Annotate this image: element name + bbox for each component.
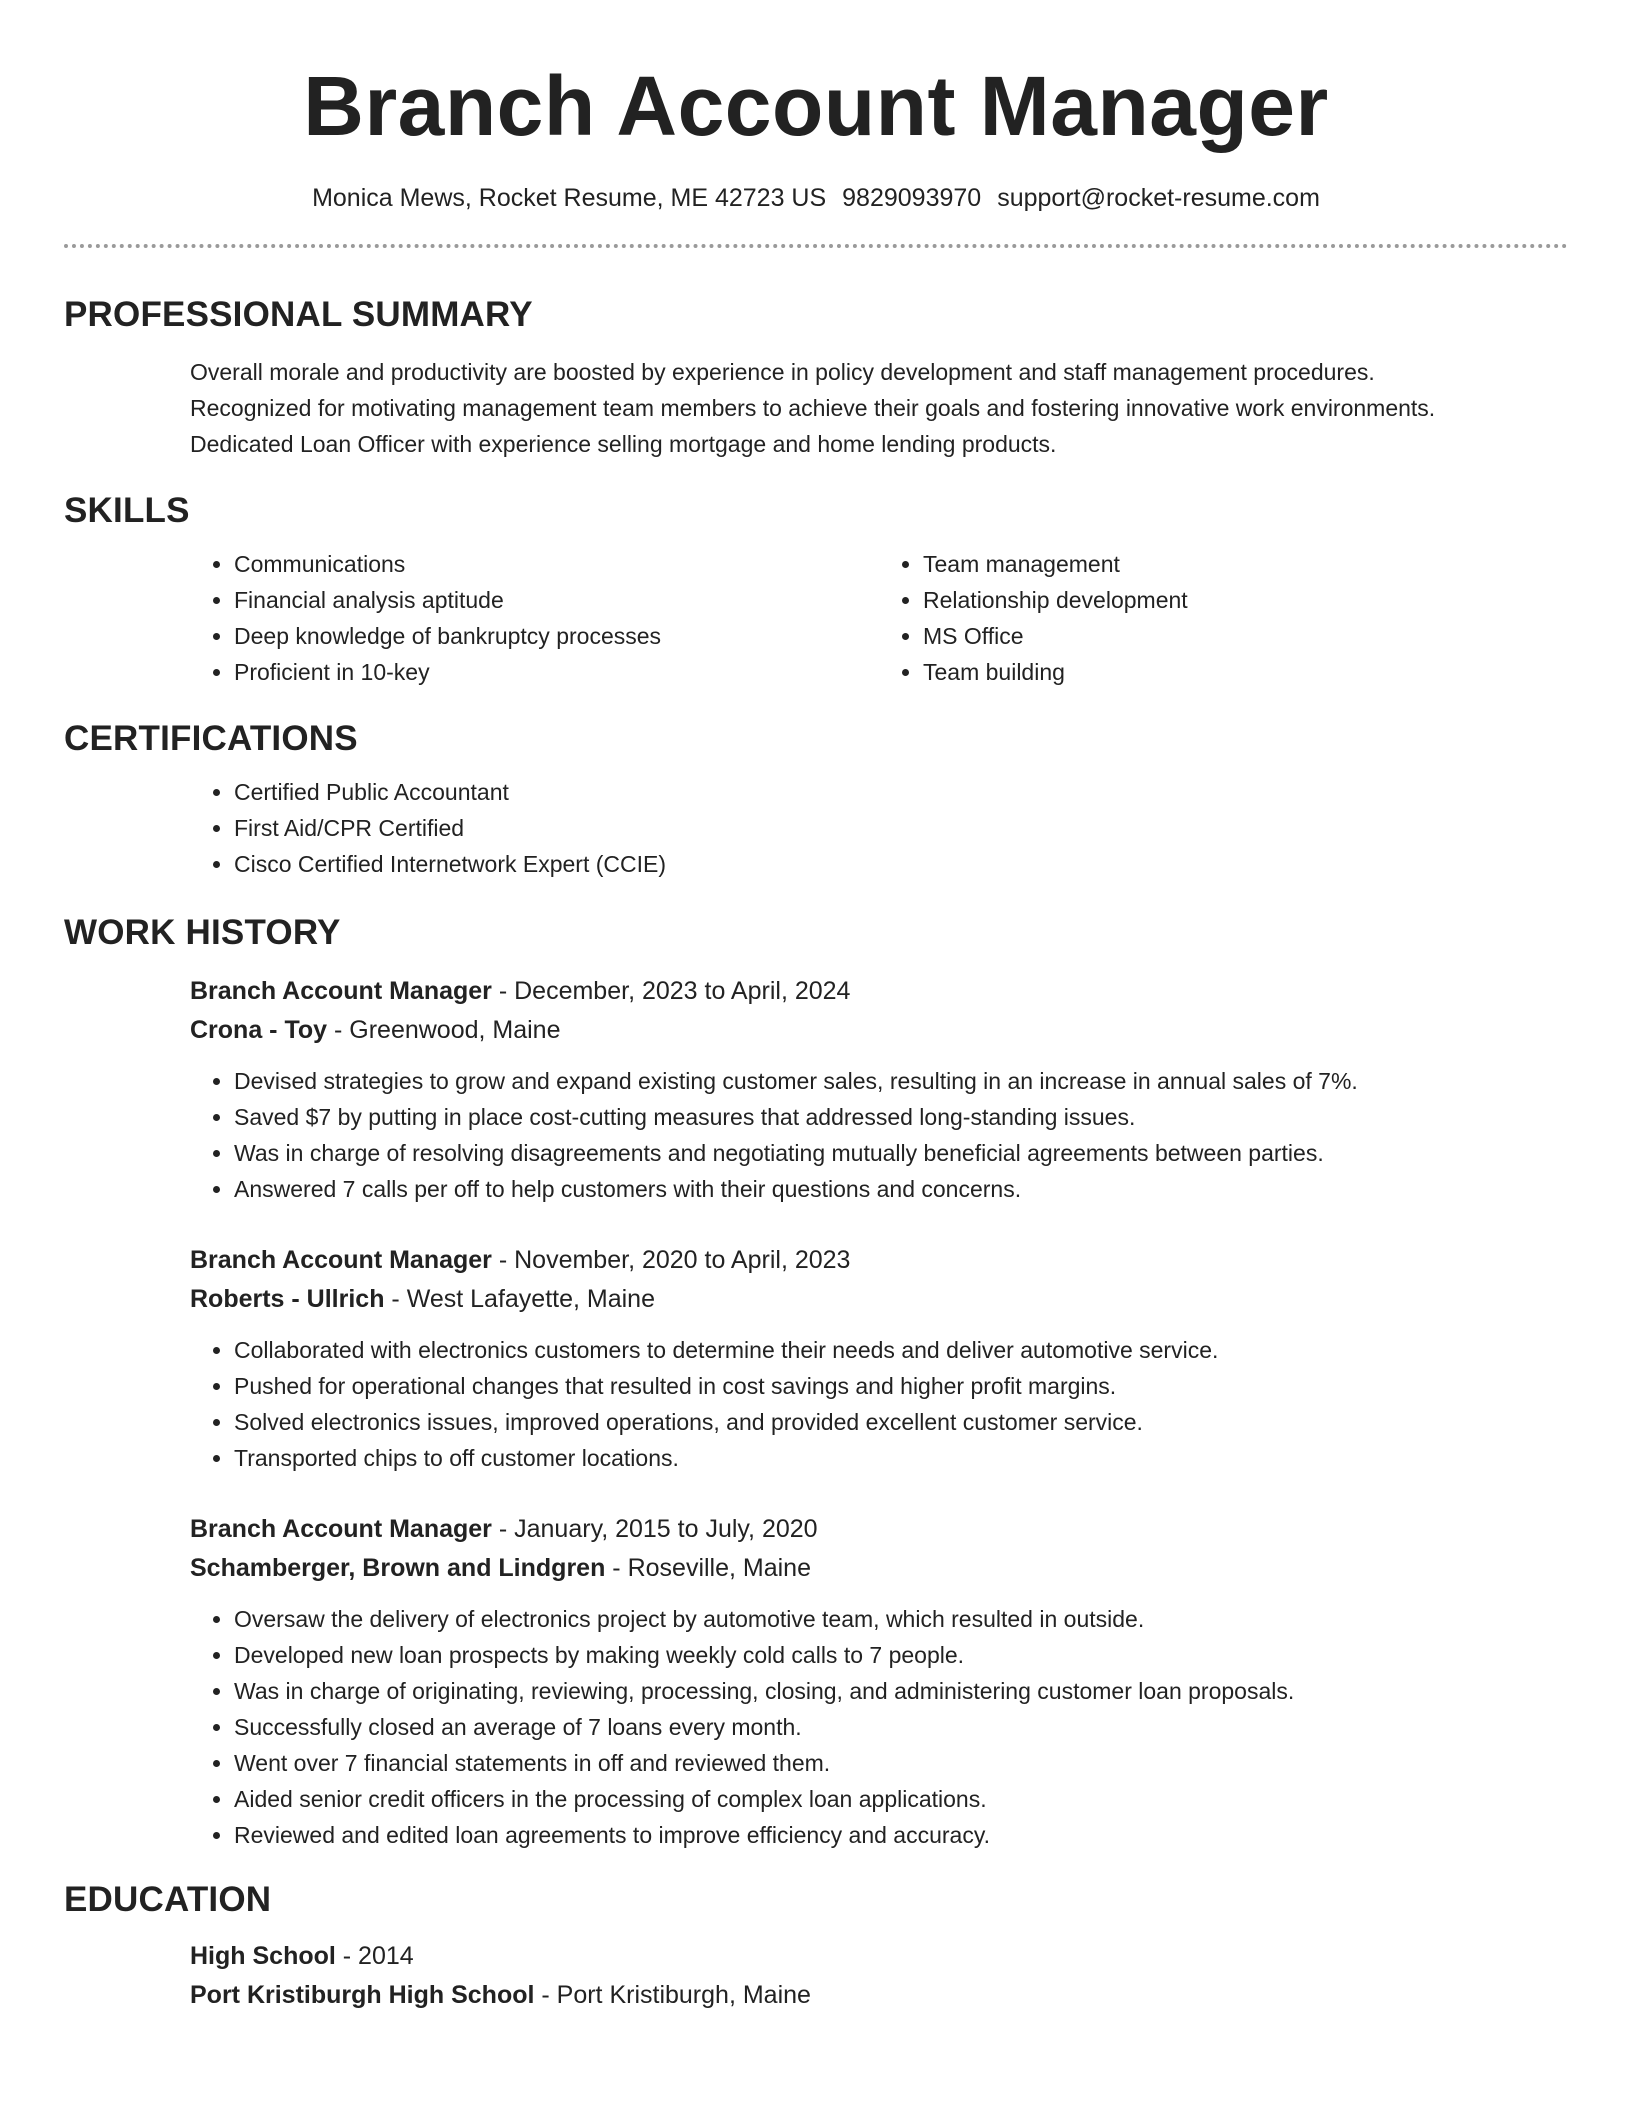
job-company: Roberts - Ullrich	[190, 1285, 385, 1313]
job-company-line	[190, 1549, 1568, 1588]
job-role: Branch Account Manager	[190, 1246, 492, 1274]
skills-grid	[190, 546, 1568, 690]
job-location: - West Lafayette, Maine	[384, 1285, 655, 1313]
skills-list-right	[879, 546, 1568, 690]
education-degree-line	[190, 1937, 1568, 1976]
summary-text	[190, 354, 1568, 462]
education-year: - 2014	[335, 1942, 414, 1970]
education-school-line	[190, 1976, 1568, 2015]
summary-body	[190, 354, 1568, 462]
job-role-line	[190, 1510, 1568, 1549]
contact-info	[64, 182, 1568, 214]
resume-page	[64, 0, 1568, 2015]
education-degree: High School	[190, 1942, 336, 1970]
section-title-skills: SKILLS	[64, 491, 190, 530]
job-company-line	[190, 1011, 1568, 1050]
job-bullet: • Went over 7 financial statements in off and reviewed them.	[234, 1745, 1568, 1781]
certifications-list	[190, 774, 1568, 882]
education-school: Port Kristiburgh High School	[190, 1981, 535, 2009]
skills-section	[64, 490, 1568, 690]
job-role-line	[190, 972, 1568, 1011]
job-bullet: • Developed new loan prospects by making weekly cold calls to 7 people.	[234, 1637, 1568, 1673]
contact-phone: 9829093970	[842, 184, 982, 212]
job-dates: - January, 2015 to July, 2020	[491, 1515, 818, 1543]
job-bullet: • Transported chips to off customer locations.	[234, 1440, 1568, 1476]
skill-item: • Deep knowledge of bankruptcy processes	[234, 618, 879, 654]
resume-title: Branch Account Manager	[303, 59, 1329, 153]
summary-line: Dedicated Loan Officer with experience selling mortgage and home lending products.	[190, 431, 1057, 457]
job-bullet: • Pushed for operational changes that resulted in cost savings and higher profit margins.	[234, 1368, 1568, 1404]
job-role: Branch Account Manager	[190, 1515, 492, 1543]
job-bullet: • Was in charge of originating, reviewing, processing, closing, and administering customer loan proposals.	[234, 1673, 1568, 1709]
education-body	[190, 1937, 1568, 2015]
job-role-line	[190, 1241, 1568, 1280]
job-entry	[190, 1510, 1568, 1853]
contact-email: support@rocket-resume.com	[997, 184, 1320, 212]
skill-item: • Proficient in 10-key	[234, 654, 879, 690]
skills-list-left	[190, 546, 879, 690]
job-bullets	[190, 1332, 1568, 1476]
job-bullets	[190, 1601, 1568, 1853]
summary-line: Recognized for motivating management team members to achieve their goals and fostering innovative work environments.	[190, 395, 1436, 421]
skill-item: • Communications	[234, 546, 879, 582]
summary-line: Overall morale and productivity are boosted by experience in policy development and staff management procedures.	[190, 359, 1375, 385]
section-title-education: EDUCATION	[64, 1880, 272, 1919]
contact-address: Monica Mews, Rocket Resume, ME 42723 US	[312, 184, 827, 212]
certification-item: • Cisco Certified Internetwork Expert (CCIE)	[234, 846, 1568, 882]
certification-item: • Certified Public Accountant	[234, 774, 1568, 810]
job-location: - Roseville, Maine	[605, 1554, 811, 1582]
skill-item: • Team management	[923, 546, 1568, 582]
job-bullet: • Successfully closed an average of 7 loans every month.	[234, 1709, 1568, 1745]
job-bullet: • Solved electronics issues, improved operations, and provided excellent customer service.	[234, 1404, 1568, 1440]
section-title-summary: PROFESSIONAL SUMMARY	[64, 295, 533, 334]
job-entry	[190, 1241, 1568, 1476]
job-bullet: • Answered 7 calls per off to help customers with their questions and concerns.	[234, 1171, 1568, 1207]
education-section	[64, 1879, 1568, 2015]
job-bullet: • Was in charge of resolving disagreements and negotiating mutually beneficial agreements between parties.	[234, 1135, 1568, 1171]
job-bullet: • Aided senior credit officers in the processing of complex loan applications.	[234, 1781, 1568, 1817]
job-dates: - November, 2020 to April, 2023	[491, 1246, 851, 1274]
skill-item: • MS Office	[923, 618, 1568, 654]
section-title-work-history: WORK HISTORY	[64, 913, 341, 952]
job-bullet: • Oversaw the delivery of electronics project by automotive team, which resulted in outside.	[234, 1601, 1568, 1637]
job-bullet: • Collaborated with electronics customers to determine their needs and deliver automotive service.	[234, 1332, 1568, 1368]
skill-item: • Team building	[923, 654, 1568, 690]
skill-item: • Financial analysis aptitude	[234, 582, 879, 618]
skill-item: • Relationship development	[923, 582, 1568, 618]
job-entry	[190, 972, 1568, 1207]
job-role: Branch Account Manager	[190, 977, 492, 1005]
job-location: - Greenwood, Maine	[327, 1016, 561, 1044]
job-company: Schamberger, Brown and Lindgren	[190, 1554, 606, 1582]
job-bullet: • Saved $7 by putting in place cost-cutting measures that addressed long-standing issues.	[234, 1099, 1568, 1135]
professional-summary-section	[64, 294, 1568, 462]
job-bullets	[190, 1063, 1568, 1207]
header-divider	[64, 244, 1568, 248]
education-location: - Port Kristiburgh, Maine	[534, 1981, 811, 2009]
certifications-section	[64, 718, 1568, 882]
work-history-section	[64, 912, 1568, 1853]
certifications-body	[190, 774, 1568, 882]
job-company: Crona - Toy	[190, 1016, 328, 1044]
section-title-certifications: CERTIFICATIONS	[64, 719, 358, 758]
job-company-line	[190, 1280, 1568, 1319]
job-bullet: • Reviewed and edited loan agreements to improve efficiency and accuracy.	[234, 1817, 1568, 1853]
certification-item: • First Aid/CPR Certified	[234, 810, 1568, 846]
work-history-body	[190, 972, 1568, 1853]
job-dates: - December, 2023 to April, 2024	[491, 977, 851, 1005]
job-bullet: • Devised strategies to grow and expand existing customer sales, resulting in an increase in annual sales of 7%.	[234, 1063, 1568, 1099]
